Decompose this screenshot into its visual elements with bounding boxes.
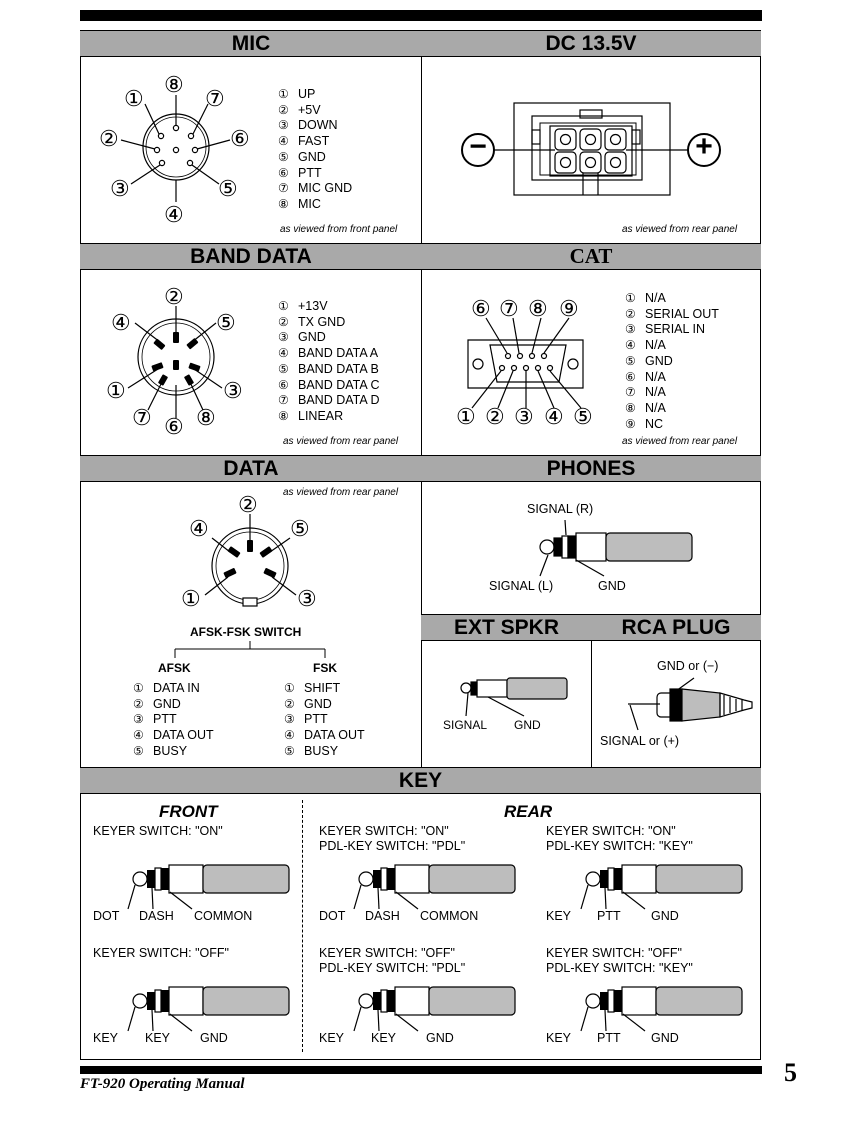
data-pin-1-label: ① <box>181 586 201 611</box>
key-label: DASH <box>365 909 400 923</box>
list-item: ③ PTT <box>284 712 328 727</box>
list-item: ① SHIFT <box>284 681 341 695</box>
list-item: ⑦ BAND DATA D <box>278 393 380 408</box>
rca-gnd-label: GND or (−) <box>657 659 719 673</box>
key-rear-pdl-off-condition: KEYER SWITCH: "OFF" PDL-KEY SWITCH: "PDL" <box>319 946 466 975</box>
ext-spkr-signal: SIGNAL <box>443 718 488 732</box>
key-label: KEY <box>546 1031 572 1045</box>
minus-symbol: − <box>469 130 487 163</box>
plus-symbol: + <box>695 130 713 163</box>
list-item: ⑤ BUSY <box>133 743 188 758</box>
list-item: ⑤ BUSY <box>284 743 339 758</box>
manual-title: FT-920 Operating Manual <box>80 1076 245 1092</box>
ext-spkr-gnd: GND <box>514 718 541 732</box>
band-pin-2-label: ② <box>164 284 184 309</box>
key-rear-key-on-condition: KEYER SWITCH: "ON" PDL-KEY SWITCH: "KEY" <box>546 824 693 853</box>
afsk-fsk-switch-title: AFSK-FSK SWITCH <box>190 625 302 639</box>
phones-signal-l: SIGNAL (L) <box>489 579 554 593</box>
key-front-title: FRONT <box>159 802 218 821</box>
cat-pin-3-label: ③ <box>514 404 534 429</box>
phones-signal-r: SIGNAL (R) <box>527 502 594 516</box>
key-label: GND <box>426 1031 454 1045</box>
cat-pin-7-label: ⑦ <box>499 296 519 321</box>
cat-pin-9-label: ⑨ <box>559 296 579 321</box>
key-label: KEY <box>546 909 572 923</box>
mic-pin-2-label: ② <box>99 126 119 151</box>
list-item: ① N/A <box>625 291 666 305</box>
list-item: ⑧ LINEAR <box>278 408 344 423</box>
key-label: DOT <box>319 909 346 923</box>
list-item: ① DATA IN <box>133 681 200 695</box>
list-item: ② +5V <box>278 102 321 117</box>
ext-spkr-header: EXT SPKR <box>421 614 592 641</box>
data-pin-5-label: ⑤ <box>290 516 310 541</box>
band-data-view-note: as viewed from rear panel <box>283 436 399 447</box>
key-label: KEY <box>93 1031 119 1045</box>
list-item: ③ DOWN <box>278 118 338 133</box>
list-item: ⑤ GND <box>625 353 673 368</box>
band-data-header: BAND DATA <box>80 243 422 270</box>
mic-pin-5-label: ⑤ <box>218 176 238 201</box>
band-pin-4-label: ④ <box>111 310 131 335</box>
list-item: ⑨ NC <box>625 416 664 431</box>
mic-pin-4-label: ④ <box>164 202 184 227</box>
page-number: 5 <box>784 1058 797 1087</box>
key-label: DASH <box>139 909 174 923</box>
mic-pin-3-label: ③ <box>110 176 130 201</box>
bottom-rule <box>80 1066 762 1074</box>
list-item: ③ PTT <box>133 712 177 727</box>
list-item: ⑤ BAND DATA B <box>278 361 379 376</box>
list-item: ⑧ MIC <box>278 196 321 211</box>
key-label: DOT <box>93 909 120 923</box>
key-label: GND <box>651 1031 679 1045</box>
cat-pin-8-label: ⑧ <box>528 296 548 321</box>
mic-pin-7-label: ⑦ <box>205 86 225 111</box>
list-item: ⑧ N/A <box>625 400 666 415</box>
list-item: ④ BAND DATA A <box>278 346 379 361</box>
list-item: ② GND <box>133 696 181 711</box>
mic-view-note: as viewed from front panel <box>280 224 398 235</box>
data-pin-2-label: ② <box>238 492 258 517</box>
data-header: DATA <box>80 455 422 482</box>
key-rear-pdl-on-condition: KEYER SWITCH: "ON" PDL-KEY SWITCH: "PDL" <box>319 824 466 853</box>
list-item: ⑥ N/A <box>625 369 666 384</box>
band-pin-3-label: ③ <box>223 378 243 403</box>
mic-header: MIC <box>80 30 422 57</box>
data-pin-4-label: ④ <box>189 516 209 541</box>
band-pin-8-label: ⑧ <box>196 405 216 430</box>
list-item: ② SERIAL OUT <box>625 306 719 321</box>
list-item: ② TX GND <box>278 314 346 329</box>
key-front-on-condition: KEYER SWITCH: "ON" <box>93 824 223 838</box>
band-pin-6-label: ⑥ <box>164 414 184 439</box>
band-pin-5-label: ⑤ <box>216 310 236 335</box>
rca-plug-header: RCA PLUG <box>591 614 761 641</box>
key-label: KEY <box>371 1031 397 1045</box>
key-header: KEY <box>80 767 761 794</box>
list-item: ⑦ N/A <box>625 385 666 400</box>
afsk-title: AFSK <box>158 661 191 675</box>
key-rear-title: REAR <box>504 802 553 821</box>
list-item: ④ DATA OUT <box>133 728 214 743</box>
rca-signal-label: SIGNAL or (+) <box>600 734 680 748</box>
data-view-note: as viewed from rear panel <box>283 487 399 498</box>
list-item: ④ FAST <box>278 134 330 149</box>
cat-pin-6-label: ⑥ <box>471 296 491 321</box>
data-pin-3-label: ③ <box>297 586 317 611</box>
cat-pin-4-label: ④ <box>544 404 564 429</box>
list-item: ⑦ MIC GND <box>278 181 353 196</box>
key-label: KEY <box>145 1031 171 1045</box>
key-label: PTT <box>597 909 621 923</box>
list-item: ⑥ BAND DATA C <box>278 377 380 392</box>
mic-pin-6-label: ⑥ <box>230 126 250 151</box>
key-label: COMMON <box>194 909 253 923</box>
mic-pin-1-label: ① <box>124 86 144 111</box>
band-pin-7-label: ⑦ <box>132 405 152 430</box>
band-pin-1-label: ① <box>106 378 126 403</box>
key-rear-key-off-condition: KEYER SWITCH: "OFF" PDL-KEY SWITCH: "KEY" <box>546 946 693 975</box>
list-item: ① UP <box>278 87 316 101</box>
cat-view-note: as viewed from rear panel <box>622 436 738 447</box>
list-item: ④ DATA OUT <box>284 728 365 743</box>
mic-pin-8-label: ⑧ <box>164 72 184 97</box>
list-item: ② GND <box>284 696 332 711</box>
key-label: PTT <box>597 1031 621 1045</box>
list-item: ① +13V <box>278 299 328 313</box>
key-label: COMMON <box>420 909 479 923</box>
phones-gnd: GND <box>598 579 626 593</box>
key-label: KEY <box>319 1031 345 1045</box>
key-label: GND <box>651 909 679 923</box>
cat-pin-2-label: ② <box>485 404 505 429</box>
cat-pin-5-label: ⑤ <box>573 404 593 429</box>
dc-view-note: as viewed from rear panel <box>622 224 738 235</box>
cat-header: CAT <box>421 243 761 270</box>
list-item: ④ N/A <box>625 338 666 353</box>
dc-header: DC 13.5V <box>421 30 761 57</box>
fsk-title: FSK <box>313 661 337 675</box>
phones-header: PHONES <box>421 455 761 482</box>
cat-pin-1-label: ① <box>456 404 476 429</box>
list-item: ⑥ PTT <box>278 165 322 180</box>
list-item: ③ SERIAL IN <box>625 322 705 337</box>
key-label: GND <box>200 1031 228 1045</box>
list-item: ③ GND <box>278 330 326 345</box>
list-item: ⑤ GND <box>278 149 326 164</box>
key-front-off-condition: KEYER SWITCH: "OFF" <box>93 946 229 960</box>
